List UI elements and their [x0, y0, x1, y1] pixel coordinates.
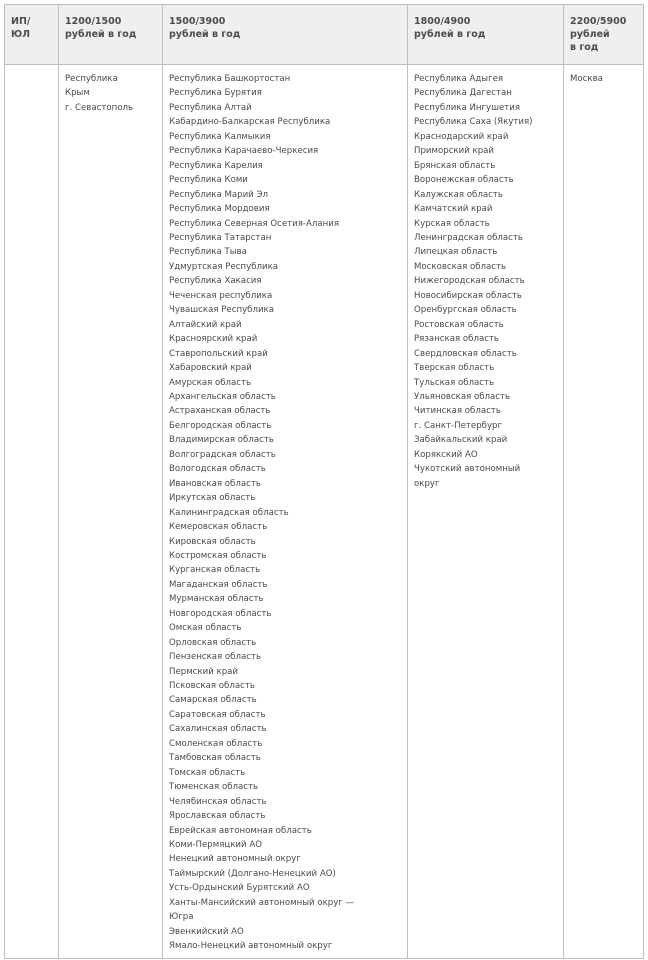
- region-item: Вологодская область: [169, 464, 266, 475]
- region-item: Костромская область: [169, 550, 267, 561]
- tariff-table: [4, 4, 644, 959]
- region-item: Хабаровский край: [169, 363, 252, 374]
- region-item: Камчатский край: [414, 204, 493, 215]
- region-item: Белгородская область: [169, 420, 272, 431]
- header-price-1800: [408, 5, 564, 65]
- region-item: Пензенская область: [169, 652, 262, 663]
- cell-entity-type: [5, 65, 59, 959]
- header-entity-type: [5, 5, 59, 65]
- region-item: Курская область: [414, 218, 490, 229]
- cell-regions-1200: [59, 65, 163, 959]
- region-item: Приморский край: [414, 146, 495, 157]
- region-item: Москва: [570, 74, 603, 84]
- header-line: в год: [570, 42, 599, 53]
- header-line: 1200/1500: [65, 16, 122, 27]
- cell-regions-1500: [163, 65, 408, 959]
- region-item: Смоленская область: [169, 738, 263, 749]
- region-item: Новосибирская область: [414, 290, 522, 301]
- region-item: Кабардино-Балкарская Республика: [169, 117, 331, 128]
- region-item: Забайкальский край: [414, 435, 508, 446]
- region-item: Республика: [65, 74, 118, 84]
- header-line: ЮЛ: [11, 29, 31, 40]
- region-item: Республика Дагестан: [414, 88, 512, 99]
- region-item: Республика Алтай: [169, 102, 252, 113]
- region-item: Удмуртская Республика: [169, 261, 279, 272]
- region-item: Ивановская область: [169, 478, 261, 489]
- header-line: рублей в год: [414, 29, 486, 40]
- region-item: Югра: [169, 912, 194, 923]
- region-item: Калининградская область: [169, 507, 289, 518]
- region-item: Курганская область: [169, 565, 261, 576]
- region-item: Чувашская Республика: [169, 305, 274, 316]
- region-item: Новгородская область: [169, 608, 272, 619]
- cell-regions-1800: [408, 65, 564, 959]
- region-item: Чеченская республика: [169, 290, 273, 301]
- region-item: Оренбургская область: [414, 305, 517, 316]
- region-item: Сахалинская область: [169, 724, 267, 735]
- header-line: ИП/: [11, 16, 31, 27]
- region-item: Свердловская область: [414, 348, 517, 359]
- region-item: Тульская область: [414, 377, 495, 388]
- header-price-1500: [163, 5, 408, 65]
- header-line: 2200/5900: [570, 16, 627, 27]
- region-item: Краснодарский край: [414, 131, 509, 142]
- header-line: рублей в год: [65, 29, 137, 40]
- region-item: Саратовская область: [169, 709, 266, 720]
- region-item: Архангельская область: [169, 391, 276, 402]
- region-item: Республика Хакасия: [169, 276, 262, 287]
- region-item: Ханты-Мансийский автономный округ —: [169, 897, 355, 908]
- region-item: Республика Ингушетия: [414, 102, 521, 113]
- region-item: Чукотский автономный: [414, 464, 521, 475]
- region-item: Орловская область: [169, 637, 257, 648]
- region-item: Тюменская область: [169, 782, 259, 793]
- header-line: рублей: [570, 29, 610, 40]
- region-item: Астраханская область: [169, 406, 271, 417]
- region-item: Таймырский (Долгано-Ненецкий АО): [169, 868, 336, 879]
- region-item: Республика Марий Эл: [169, 189, 268, 200]
- region-item: Республика Мордовия: [169, 204, 270, 215]
- region-item: Эвенкийский АО: [169, 926, 244, 937]
- region-item: Республика Карелия: [169, 160, 263, 171]
- region-item: Республика Северная Осетия-Алания: [169, 218, 339, 229]
- region-item: Иркутская область: [169, 493, 256, 504]
- region-item: Ямало-Ненецкий автономный округ: [169, 941, 333, 952]
- region-item: Красноярский край: [169, 334, 258, 345]
- header-line: рублей в год: [169, 29, 241, 40]
- region-item: Владимирская область: [169, 435, 274, 446]
- region-item: Алтайский край: [169, 319, 242, 330]
- region-item: Республика Коми: [169, 175, 248, 186]
- region-item: Республика Саха (Якутия): [414, 117, 533, 128]
- header-line: 1800/4900: [414, 16, 471, 27]
- region-item: Ленинградская область: [414, 232, 523, 243]
- cell-regions-2200: [564, 65, 644, 959]
- region-item: Республика Татарстан: [169, 232, 272, 243]
- region-item: Рязанская область: [414, 334, 500, 345]
- region-item: Республика Башкортостан: [169, 74, 291, 84]
- region-item: Республика Калмыкия: [169, 131, 271, 142]
- region-item: Пермский край: [169, 666, 239, 677]
- region-item: Республика Адыгея: [414, 74, 504, 84]
- region-item: Республика Тыва: [169, 247, 247, 258]
- page: [4, 4, 644, 959]
- region-item: Ульяновская область: [414, 391, 511, 402]
- region-item: Тверская область: [414, 363, 495, 374]
- region-item: Усть-Ордынский Бурятский АО: [169, 883, 310, 894]
- region-item: Читинская область: [414, 406, 501, 417]
- header-row: [5, 5, 644, 65]
- region-item: Самарская область: [169, 695, 257, 706]
- region-item: Ненецкий автономный округ: [169, 854, 301, 865]
- region-item: Липецкая область: [414, 247, 498, 258]
- region-item: Нижегородская область: [414, 276, 525, 287]
- region-item: Московская область: [414, 261, 507, 272]
- region-item: Воронежская область: [414, 175, 514, 186]
- header-line: 1500/3900: [169, 16, 226, 27]
- region-item: Республика Бурятия: [169, 88, 262, 99]
- region-item: Ростовская область: [414, 319, 504, 330]
- region-item: Ставропольский край: [169, 348, 268, 359]
- region-item: г. Санкт-Петербург: [414, 420, 503, 431]
- region-item: Крым: [65, 88, 90, 99]
- header-price-1200: [59, 5, 163, 65]
- region-item: Калужская область: [414, 189, 503, 200]
- region-item: Кемеровская область: [169, 522, 268, 533]
- region-item: Волгоградская область: [169, 449, 276, 460]
- region-item: Еврейская автономная область: [169, 825, 312, 836]
- header-price-2200: [564, 5, 644, 65]
- region-item: Псковская область: [169, 681, 255, 692]
- region-item: Амурская область: [169, 377, 252, 388]
- region-item: Мурманская область: [169, 594, 264, 605]
- region-item: Корякский АО: [414, 449, 478, 460]
- table-row: [5, 65, 644, 959]
- region-item: Коми-Пермяцкий АО: [169, 840, 262, 851]
- region-item: Республика Карачаево-Черкесия: [169, 146, 319, 157]
- region-item: г. Севастополь: [65, 102, 134, 113]
- region-item: Омская область: [169, 623, 242, 634]
- region-item: Тамбовская область: [169, 753, 261, 764]
- region-item: Челябинская область: [169, 796, 267, 807]
- region-item: Магаданская область: [169, 579, 268, 590]
- region-item: Брянская область: [414, 160, 496, 171]
- region-item: округ: [414, 478, 440, 489]
- region-item: Ярославская область: [169, 811, 266, 822]
- region-item: Кировская область: [169, 536, 256, 547]
- region-item: Томская область: [169, 767, 246, 778]
